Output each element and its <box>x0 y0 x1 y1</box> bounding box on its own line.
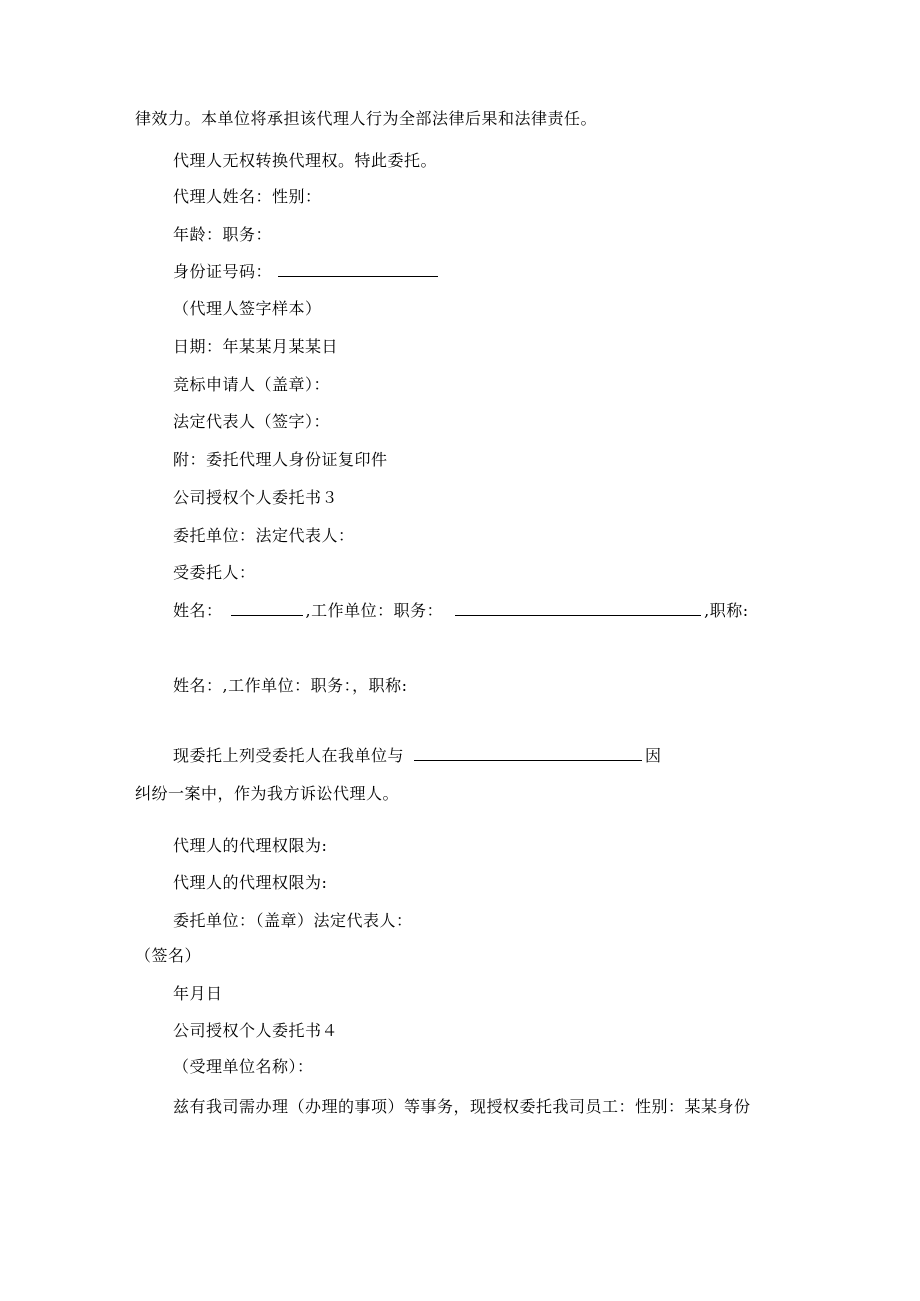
agent-name-gender-label: 代理人姓名：性别： <box>173 187 322 206</box>
date-label: 日期：年某某月某某日 <box>173 337 339 356</box>
opponent-blank <box>414 746 642 761</box>
date-label: 年月日 <box>173 984 223 1003</box>
id-number-row <box>173 261 441 283</box>
bidder-seal-label: 竞标申请人（盖章）： <box>173 375 331 394</box>
paragraph-line: 律效力。本单位将承担该代理人行为全部法律后果和法律责任。 <box>135 109 598 128</box>
attachment-note: 附：委托代理人身份证复印件 <box>173 450 388 469</box>
entrust-statement-row <box>173 745 662 767</box>
name-label: 姓名： <box>173 601 223 620</box>
agency-scope-label: 代理人的代理权限为: <box>173 836 328 855</box>
paragraph-line: 兹有我司需办理（办理的事项）等事务，现授权委托我司员工：性别：某某身份 <box>173 1097 751 1116</box>
paragraph-line: 纠纷一案中，作为我方诉讼代理人。 <box>135 784 400 803</box>
entrustee-info-row <box>173 600 749 622</box>
cause-text: 因 <box>645 746 662 765</box>
section-title: 公司授权个人委托书３ <box>173 488 339 507</box>
entrust-statement-text: 现委托上列受委托人在我单位与 <box>173 746 405 765</box>
agent-signature-sample-label: （代理人签字样本） <box>173 299 322 318</box>
id-number-blank <box>278 262 438 277</box>
position-blank <box>455 601 701 616</box>
section-title: 公司授权个人委托书４ <box>173 1021 339 1040</box>
entrustee-info-row-2: 姓名：,工作单位：职务：，职称: <box>173 676 408 695</box>
title-label: ,职称: <box>704 601 749 620</box>
entrustee-label: 受委托人： <box>173 563 256 582</box>
signature-label: （签名） <box>135 946 202 965</box>
entrusting-unit-seal-label: 委托单位：（盖章）法定代表人： <box>173 911 413 930</box>
paragraph-line: 代理人无权转换代理权。特此委托。 <box>173 151 438 170</box>
agency-scope-label: 代理人的代理权限为: <box>173 873 328 892</box>
name-blank <box>231 601 303 616</box>
entrusting-unit-label: 委托单位：法定代表人： <box>173 526 355 545</box>
age-position-label: 年龄：职务： <box>173 225 273 244</box>
receiving-unit-label: （受理单位名称）： <box>173 1057 314 1076</box>
work-unit-position-label: ,工作单位：职务： <box>305 601 444 620</box>
legal-rep-signature-label: 法定代表人（签字）： <box>173 412 331 431</box>
id-number-label: 身份证号码： <box>173 262 273 281</box>
